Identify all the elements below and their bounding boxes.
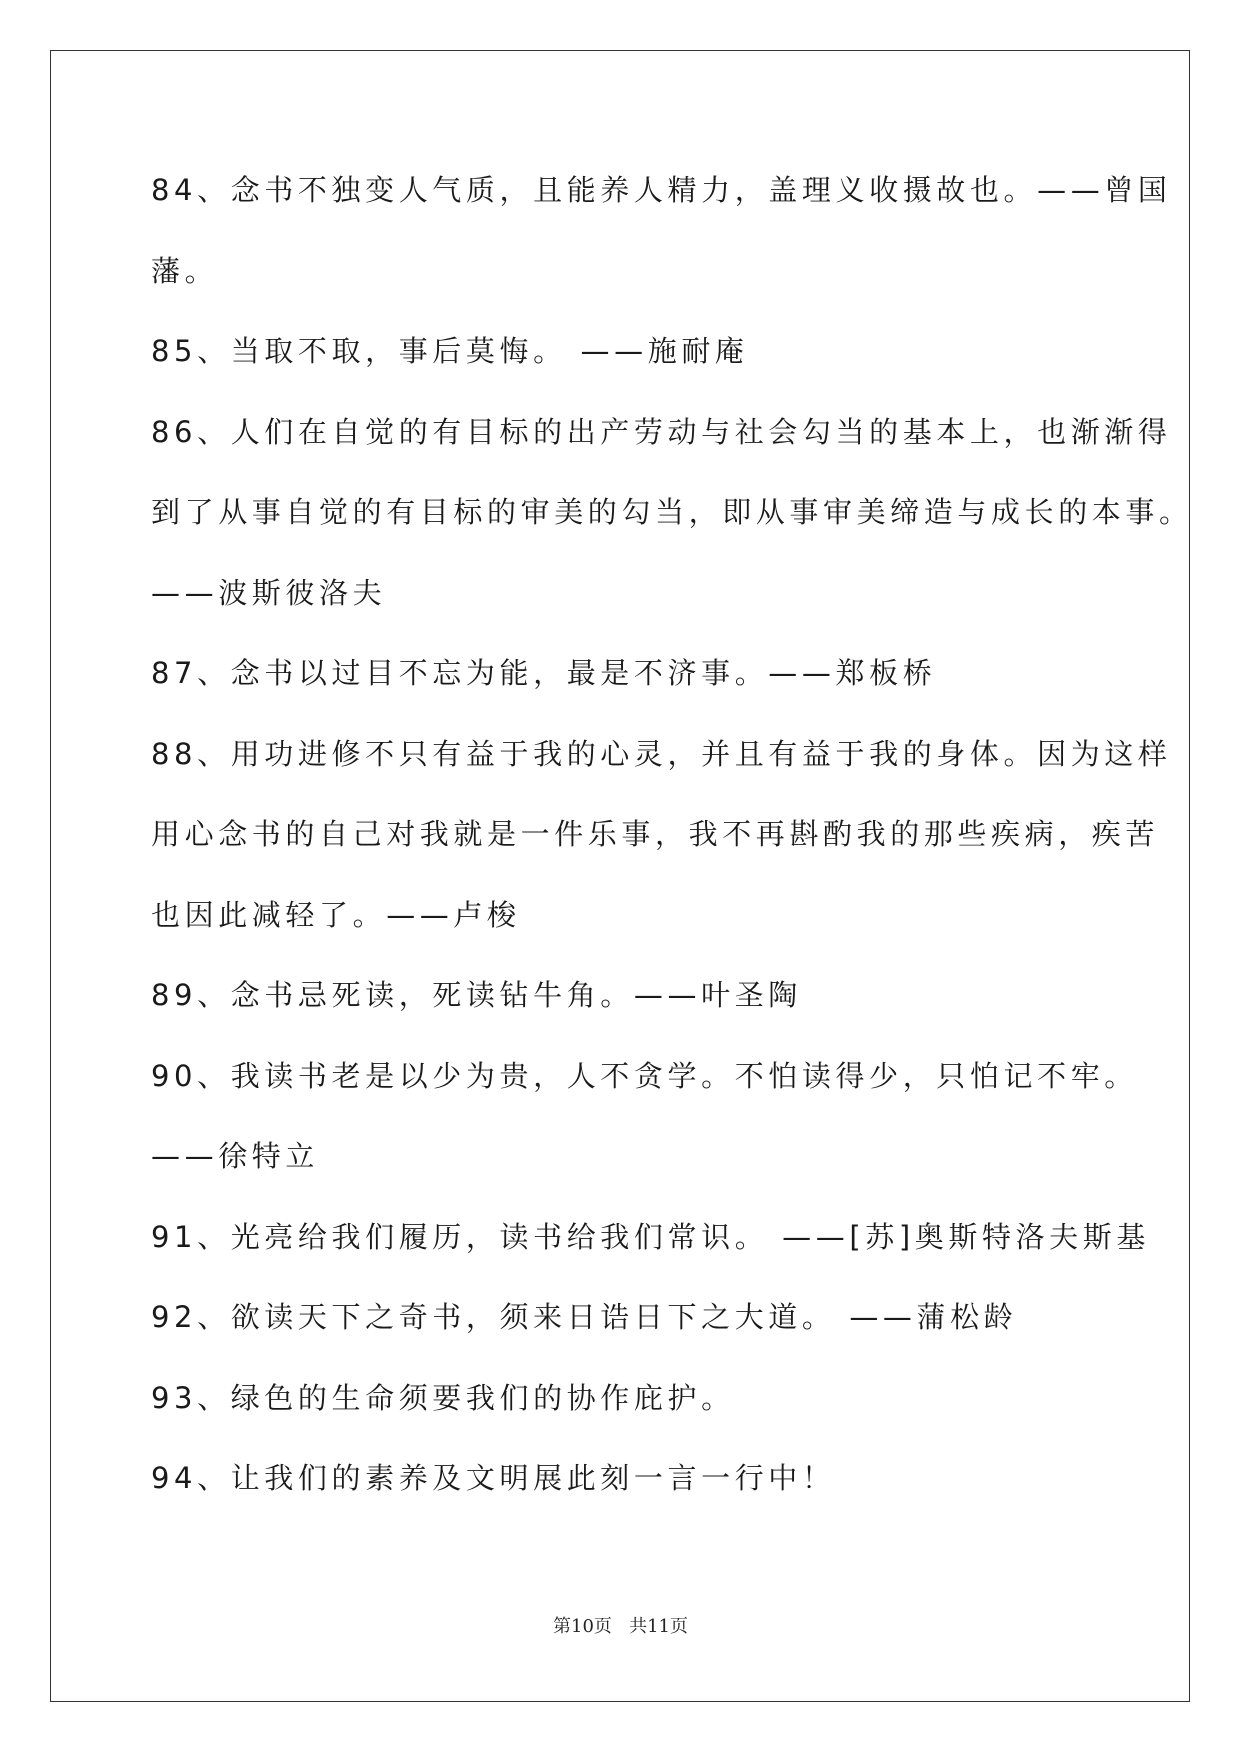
text-line: 92、欲读天下之奇书，须来日诰日下之大道。 ——蒲松龄 bbox=[151, 1300, 1018, 1334]
text-line: 到了从事自觉的有目标的审美的勾当，即从事审美缔造与成长的本事。 bbox=[151, 495, 1193, 529]
text-line: ——徐特立 bbox=[151, 1139, 320, 1173]
text-line: 87、念书以过目不忘为能，最是不济事。——郑板桥 bbox=[151, 656, 937, 690]
text-line: 85、当取不取，事后莫悔。 ——施耐庵 bbox=[151, 334, 749, 368]
text-line: 86、人们在自觉的有目标的出产劳动与社会勾当的基本上，也渐渐得 bbox=[151, 414, 1172, 449]
text-line: 90、我读书老是以少为贵，人不贪学。不怕读得少，只怕记不牢。 bbox=[151, 1058, 1138, 1093]
page-footer bbox=[0, 1612, 1241, 1638]
text-line: 93、绿色的生命须要我们的协作庇护。 bbox=[151, 1380, 735, 1415]
text-line: 88、用功进修不只有益于我的心灵，并且有益于我的身体。因为这样 bbox=[151, 736, 1172, 771]
page-number: 第10页 bbox=[553, 1616, 612, 1637]
text-line: 84、念书不独变人气质，且能养人精力，盖理义收摄故也。——曾国 bbox=[151, 173, 1172, 207]
text-line: 藩。 bbox=[151, 253, 219, 288]
text-line: 94、让我们的素养及文明展此刻一言一行中！ bbox=[151, 1461, 836, 1495]
text-line: ——波斯彼洛夫 bbox=[151, 575, 387, 610]
document-body bbox=[151, 160, 1193, 1529]
text-line: 用心念书的自己对我就是一件乐事，我不再斟酌我的那些疾病，疾苦 bbox=[151, 817, 1160, 851]
text-line: 也因此减轻了。——卢梭 bbox=[151, 897, 521, 932]
page-total: 共11页 bbox=[629, 1616, 688, 1637]
text-line: 89、念书忌死读，死读钻牛角。——叶圣陶 bbox=[151, 978, 802, 1012]
text-line: 91、光亮给我们履历，读书给我们常识。 ——[苏]奥斯特洛夫斯基 bbox=[151, 1219, 1150, 1254]
